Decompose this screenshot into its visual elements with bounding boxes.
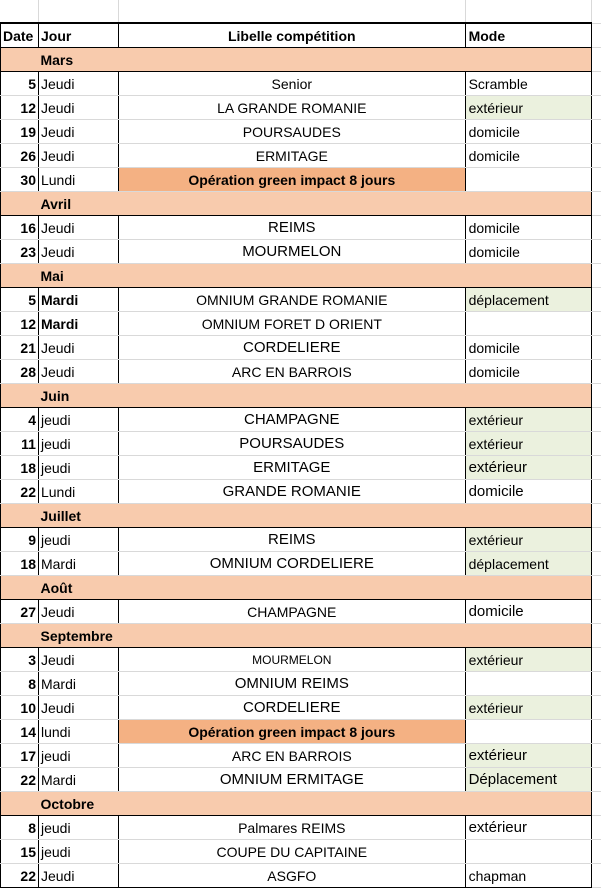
date-cell[interactable]: 4	[1, 408, 39, 432]
mode-cell[interactable]: domicile	[465, 600, 591, 624]
cell[interactable]	[465, 624, 591, 648]
mode-cell[interactable]: domicile	[465, 216, 591, 240]
date-cell[interactable]: 5	[1, 72, 39, 96]
libelle-cell[interactable]: OMNIUM GRANDE ROMANIE	[118, 288, 465, 312]
cell[interactable]	[465, 792, 591, 816]
table-row	[1, 120, 601, 144]
table-row	[1, 168, 601, 192]
mode-cell[interactable]: extérieur	[465, 648, 591, 672]
libelle-cell[interactable]: Palmares REIMS	[118, 816, 465, 840]
month-label[interactable]: Septembre	[38, 624, 118, 648]
date-cell[interactable]: 23	[1, 240, 39, 264]
month-label[interactable]: Avril	[38, 192, 118, 216]
cell[interactable]	[591, 216, 601, 240]
libelle-cell[interactable]: MOURMELON	[118, 240, 465, 264]
cell[interactable]	[591, 552, 601, 576]
date-cell[interactable]: 10	[1, 696, 39, 720]
mode-cell[interactable]	[465, 840, 591, 864]
jour-cell[interactable]: Jeudi	[38, 144, 118, 168]
jour-cell[interactable]: Lundi	[38, 168, 118, 192]
jour-cell[interactable]: Jeudi	[38, 120, 118, 144]
cell[interactable]	[1, 504, 39, 528]
mode-cell[interactable]: extérieur	[465, 456, 591, 480]
mode-cell[interactable]: extérieur	[465, 816, 591, 840]
table-row	[1, 336, 601, 360]
table-row	[1, 360, 601, 384]
cell[interactable]	[465, 0, 591, 23]
cell[interactable]	[1, 192, 39, 216]
jour-cell[interactable]: jeudi	[38, 816, 118, 840]
mode-cell[interactable]: Déplacement	[465, 768, 591, 792]
libelle-cell[interactable]: OMNIUM REIMS	[118, 672, 465, 696]
table-row	[1, 480, 601, 504]
mode-cell[interactable]: extérieur	[465, 528, 591, 552]
cell[interactable]	[591, 720, 601, 744]
cell[interactable]	[591, 120, 601, 144]
mode-cell[interactable]: domicile	[465, 336, 591, 360]
month-label[interactable]: Mars	[38, 48, 118, 72]
table-row	[1, 72, 601, 96]
jour-cell[interactable]: Jeudi	[38, 648, 118, 672]
month-label[interactable]: Octobre	[38, 792, 118, 816]
date-cell[interactable]: 18	[1, 456, 39, 480]
month-label[interactable]: Mai	[38, 264, 118, 288]
header-libelle[interactable]: Libelle compétition	[118, 23, 465, 48]
cell[interactable]	[1, 264, 39, 288]
jour-cell[interactable]: Mardi	[38, 288, 118, 312]
date-cell[interactable]: 16	[1, 216, 39, 240]
cell[interactable]	[591, 864, 601, 888]
libelle-cell[interactable]: COUPE DU CAPITAINE	[118, 840, 465, 864]
date-cell[interactable]: 22	[1, 768, 39, 792]
libelle-cell[interactable]: CHAMPAGNE	[118, 600, 465, 624]
cell[interactable]	[591, 744, 601, 768]
cell[interactable]	[591, 168, 601, 192]
jour-cell[interactable]: Jeudi	[38, 696, 118, 720]
cell[interactable]	[591, 48, 601, 72]
date-cell[interactable]: 15	[1, 840, 39, 864]
date-cell[interactable]: 8	[1, 672, 39, 696]
mode-cell[interactable]: déplacement	[465, 288, 591, 312]
cell[interactable]	[38, 0, 118, 23]
jour-cell[interactable]: Jeudi	[38, 96, 118, 120]
libelle-cell[interactable]: CHAMPAGNE	[118, 408, 465, 432]
cell[interactable]	[591, 0, 601, 23]
libelle-cell[interactable]: OMNIUM CORDELIERE	[118, 552, 465, 576]
jour-cell[interactable]: Jeudi	[38, 360, 118, 384]
cell[interactable]	[465, 48, 591, 72]
cell[interactable]	[591, 408, 601, 432]
cell[interactable]	[118, 792, 465, 816]
date-cell[interactable]: 17	[1, 744, 39, 768]
table-row	[1, 528, 601, 552]
mode-cell[interactable]	[465, 168, 591, 192]
libelle-cell[interactable]: OMNIUM FORET D ORIENT	[118, 312, 465, 336]
cell[interactable]	[465, 576, 591, 600]
cell[interactable]	[591, 456, 601, 480]
date-cell[interactable]: 5	[1, 288, 39, 312]
month-row	[1, 624, 601, 648]
cell[interactable]	[465, 264, 591, 288]
table-row	[1, 456, 601, 480]
month-row	[1, 48, 601, 72]
month-row	[1, 264, 601, 288]
date-cell[interactable]: 22	[1, 480, 39, 504]
cell[interactable]	[591, 192, 601, 216]
jour-cell[interactable]: Mardi	[38, 552, 118, 576]
cell[interactable]	[591, 600, 601, 624]
jour-cell[interactable]: Mardi	[38, 672, 118, 696]
mode-cell[interactable]: domicile	[465, 240, 591, 264]
jour-cell[interactable]: Mardi	[38, 312, 118, 336]
date-cell[interactable]: 11	[1, 432, 39, 456]
cell[interactable]	[465, 192, 591, 216]
date-cell[interactable]: 18	[1, 552, 39, 576]
jour-cell[interactable]: Jeudi	[38, 600, 118, 624]
table-row	[1, 600, 601, 624]
operation-cell[interactable]: Opération green impact 8 jours	[118, 168, 465, 192]
jour-cell[interactable]: Lundi	[38, 480, 118, 504]
jour-cell[interactable]: jeudi	[38, 408, 118, 432]
date-cell[interactable]: 8	[1, 816, 39, 840]
cell[interactable]	[118, 504, 465, 528]
table-row	[1, 312, 601, 336]
header-row	[1, 23, 601, 48]
mode-cell[interactable]: extérieur	[465, 96, 591, 120]
date-cell[interactable]: 30	[1, 168, 39, 192]
table-row	[1, 240, 601, 264]
cell[interactable]	[591, 768, 601, 792]
cell[interactable]	[591, 432, 601, 456]
cell[interactable]	[118, 0, 465, 23]
libelle-cell[interactable]: GRANDE ROMANIE	[118, 480, 465, 504]
month-row	[1, 192, 601, 216]
date-cell[interactable]: 19	[1, 120, 39, 144]
cell[interactable]	[591, 624, 601, 648]
cell[interactable]	[118, 384, 465, 408]
mode-cell[interactable]: domicile	[465, 360, 591, 384]
mode-cell[interactable]: chapman	[465, 864, 591, 888]
cell[interactable]	[591, 144, 601, 168]
cell[interactable]	[591, 648, 601, 672]
cell[interactable]	[591, 312, 601, 336]
cell[interactable]	[1, 48, 39, 72]
date-cell[interactable]: 14	[1, 720, 39, 744]
jour-cell[interactable]: Jeudi	[38, 336, 118, 360]
libelle-cell[interactable]: ERMITAGE	[118, 456, 465, 480]
table-row	[1, 864, 601, 888]
mode-cell[interactable]: extérieur	[465, 408, 591, 432]
date-cell[interactable]: 12	[1, 96, 39, 120]
cell[interactable]	[591, 672, 601, 696]
cell[interactable]	[591, 840, 601, 864]
table-row	[1, 720, 601, 744]
month-label[interactable]: Juillet	[38, 504, 118, 528]
cell[interactable]	[591, 528, 601, 552]
month-row	[1, 504, 601, 528]
month-label[interactable]: Juin	[38, 384, 118, 408]
libelle-cell[interactable]: ARC EN BARROIS	[118, 744, 465, 768]
cell[interactable]	[591, 696, 601, 720]
table-row	[1, 744, 601, 768]
jour-cell[interactable]: Jeudi	[38, 864, 118, 888]
table-row	[1, 408, 601, 432]
mode-cell[interactable]: domicile	[465, 480, 591, 504]
libelle-cell[interactable]: OMNIUM ERMITAGE	[118, 768, 465, 792]
cell[interactable]	[118, 576, 465, 600]
jour-cell[interactable]: jeudi	[38, 840, 118, 864]
table-row	[1, 216, 601, 240]
jour-cell[interactable]: lundi	[38, 720, 118, 744]
cell[interactable]	[1, 792, 39, 816]
jour-cell[interactable]: jeudi	[38, 528, 118, 552]
mode-cell[interactable]: extérieur	[465, 696, 591, 720]
libelle-cell[interactable]: REIMS	[118, 216, 465, 240]
jour-cell[interactable]: Mardi	[38, 768, 118, 792]
cell[interactable]	[591, 264, 601, 288]
cell[interactable]	[591, 23, 601, 48]
libelle-cell[interactable]: LA GRANDE ROMANIE	[118, 96, 465, 120]
cell[interactable]	[1, 384, 39, 408]
month-label[interactable]: Août	[38, 576, 118, 600]
date-cell[interactable]: 27	[1, 600, 39, 624]
cell[interactable]	[591, 336, 601, 360]
cell[interactable]	[591, 504, 601, 528]
table-row	[1, 672, 601, 696]
date-cell[interactable]: 3	[1, 648, 39, 672]
jour-cell[interactable]: Jeudi	[38, 240, 118, 264]
mode-cell[interactable]: domicile	[465, 120, 591, 144]
jour-cell[interactable]: Jeudi	[38, 216, 118, 240]
mode-cell[interactable]: extérieur	[465, 432, 591, 456]
jour-cell[interactable]: jeudi	[38, 456, 118, 480]
cell[interactable]	[118, 48, 465, 72]
cell[interactable]	[118, 192, 465, 216]
mode-cell[interactable]	[465, 672, 591, 696]
cell[interactable]	[118, 264, 465, 288]
libelle-cell[interactable]: REIMS	[118, 528, 465, 552]
cell[interactable]	[465, 384, 591, 408]
libelle-cell[interactable]: POURSAUDES	[118, 120, 465, 144]
table-row	[1, 840, 601, 864]
cell[interactable]	[591, 240, 601, 264]
cell[interactable]	[591, 72, 601, 96]
cell[interactable]	[591, 576, 601, 600]
table-row	[1, 432, 601, 456]
header-mode[interactable]: Mode	[465, 23, 591, 48]
date-cell[interactable]: 28	[1, 360, 39, 384]
date-cell[interactable]: 22	[1, 864, 39, 888]
blank-row	[1, 0, 601, 23]
cell[interactable]	[465, 504, 591, 528]
libelle-cell[interactable]: CORDELIERE	[118, 696, 465, 720]
header-date[interactable]: Date	[1, 23, 39, 48]
table-row	[1, 816, 601, 840]
cell[interactable]	[118, 624, 465, 648]
date-cell[interactable]: 12	[1, 312, 39, 336]
month-row	[1, 792, 601, 816]
header-jour[interactable]: Jour	[38, 23, 118, 48]
mode-cell[interactable]: domicile	[465, 144, 591, 168]
mode-cell[interactable]	[465, 720, 591, 744]
mode-cell[interactable]: extérieur	[465, 744, 591, 768]
table-row	[1, 696, 601, 720]
mode-cell[interactable]: Scramble	[465, 72, 591, 96]
cell[interactable]	[591, 96, 601, 120]
cell[interactable]	[591, 480, 601, 504]
jour-cell[interactable]: jeudi	[38, 432, 118, 456]
libelle-cell[interactable]: Senior	[118, 72, 465, 96]
cell[interactable]	[591, 288, 601, 312]
cell[interactable]	[1, 624, 39, 648]
libelle-cell[interactable]: ERMITAGE	[118, 144, 465, 168]
table-row	[1, 288, 601, 312]
cell[interactable]	[591, 360, 601, 384]
operation-cell[interactable]: Opération green impact 8 jours	[118, 720, 465, 744]
mode-cell[interactable]: déplacement	[465, 552, 591, 576]
cell[interactable]	[591, 384, 601, 408]
cell[interactable]	[591, 792, 601, 816]
cell[interactable]	[1, 0, 39, 23]
date-cell[interactable]: 21	[1, 336, 39, 360]
table-row	[1, 96, 601, 120]
mode-cell[interactable]	[465, 312, 591, 336]
libelle-cell[interactable]: ASGFO	[118, 864, 465, 888]
month-row	[1, 576, 601, 600]
libelle-cell[interactable]: ARC EN BARROIS	[118, 360, 465, 384]
jour-cell[interactable]: jeudi	[38, 744, 118, 768]
table-row	[1, 144, 601, 168]
cell[interactable]	[1, 576, 39, 600]
date-cell[interactable]: 26	[1, 144, 39, 168]
libelle-cell[interactable]: MOURMELON	[118, 648, 465, 672]
date-cell[interactable]: 9	[1, 528, 39, 552]
month-row	[1, 384, 601, 408]
table-row	[1, 768, 601, 792]
jour-cell[interactable]: Jeudi	[38, 72, 118, 96]
libelle-cell[interactable]: POURSAUDES	[118, 432, 465, 456]
libelle-cell[interactable]: CORDELIERE	[118, 336, 465, 360]
cell[interactable]	[591, 816, 601, 840]
table-row	[1, 552, 601, 576]
table-row	[1, 648, 601, 672]
